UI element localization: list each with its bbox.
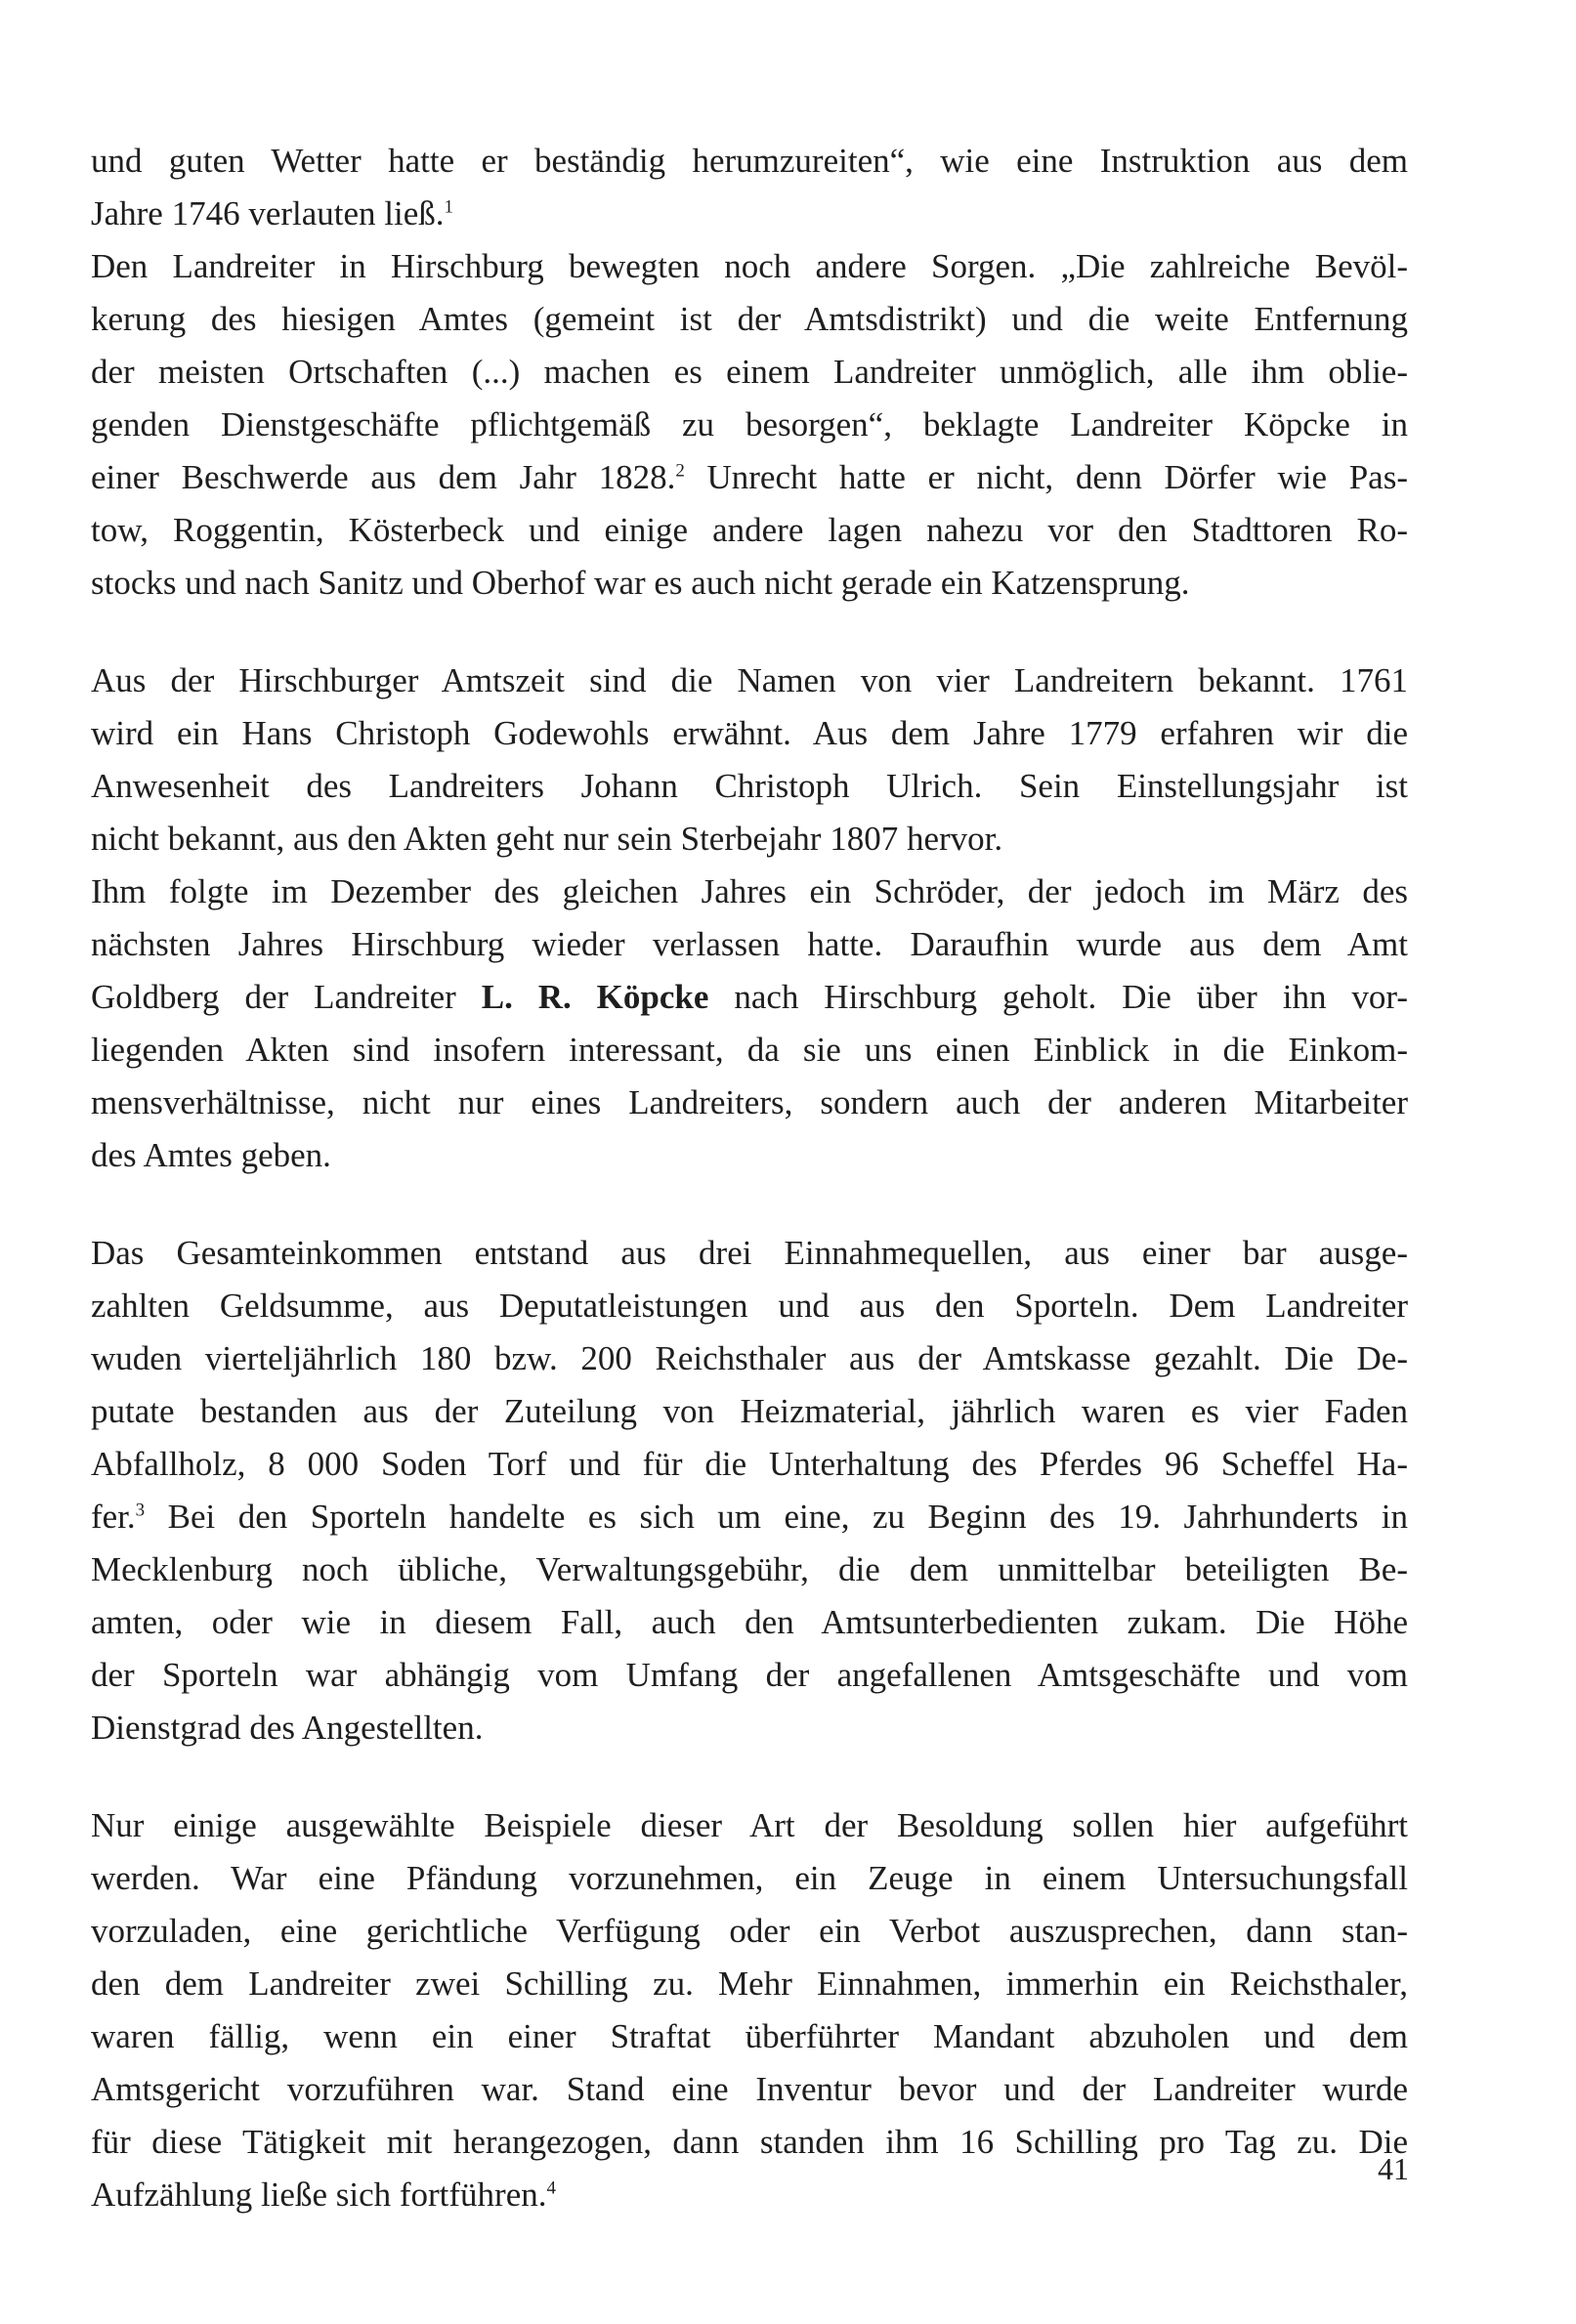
text-run: Aufzählung ließe sich fortführen. xyxy=(91,2176,547,2214)
text-line xyxy=(91,188,1408,240)
text-line xyxy=(91,1649,1408,1702)
bold-name: L. R. Köpcke xyxy=(481,978,709,1016)
text-run: Den Landreiter in Hirschburg bewegten noch andere Sorgen. „Die zahlreiche Bevöl- xyxy=(91,247,1408,285)
text-line xyxy=(91,1438,1408,1491)
text-run: liegenden Akten sind insofern interessant, da sie uns einen Einblick in die Einkom- xyxy=(91,1031,1408,1069)
text-line xyxy=(91,1905,1408,1958)
text-run: Jahre 1746 verlauten ließ. xyxy=(91,194,445,232)
text-line xyxy=(91,1852,1408,1905)
text-run: genden Dienstgeschäfte pflichtgemäß zu besorgen“, beklagte Landreiter Köpcke in xyxy=(91,405,1408,444)
text-line xyxy=(91,399,1408,451)
text-line xyxy=(91,1596,1408,1649)
text-line xyxy=(91,1702,1408,1754)
text-run: Bei den Sporteln handelte es sich um eine, zu Beginn des 19. Jahrhunderts in xyxy=(145,1498,1408,1536)
text-line xyxy=(91,135,1408,188)
text-line xyxy=(91,813,1408,866)
text-line xyxy=(91,655,1408,707)
text-run: zahlten Geldsumme, aus Deputatleistungen und aus den Sporteln. Dem Landreiter xyxy=(91,1287,1408,1325)
text-line xyxy=(91,1491,1408,1543)
footnote-marker: 2 xyxy=(675,460,685,482)
paragraph-gap xyxy=(91,1182,1408,1227)
text-line xyxy=(91,918,1408,971)
text-run: und guten Wetter hatte er beständig herumzureiten“, wie eine Instruktion aus dem xyxy=(91,142,1408,180)
text-line xyxy=(91,2010,1408,2063)
text-run: Ihm folgte im Dezember des gleichen Jahres ein Schröder, der jedoch im März des xyxy=(91,872,1408,910)
text-line xyxy=(91,504,1408,557)
text-run: mensverhältnisse, nicht nur eines Landreiters, sondern auch der anderen Mitarbeiter xyxy=(91,1083,1408,1121)
text-run: werden. War eine Pfändung vorzunehmen, ein Zeuge in einem Untersuchungsfall xyxy=(91,1859,1408,1897)
paragraph xyxy=(91,135,1408,240)
text-line xyxy=(91,1332,1408,1385)
text-run: fer. xyxy=(91,1498,136,1536)
text-line xyxy=(91,1024,1408,1077)
text-line xyxy=(91,1799,1408,1852)
text-run: Abfallholz, 8 000 Soden Torf und für die Unterhaltung des Pferdes 96 Scheffel Ha- xyxy=(91,1445,1408,1483)
body-text xyxy=(91,135,1408,2221)
text-run: nach Hirschburg geholt. Die über ihn vor- xyxy=(708,978,1408,1016)
text-line xyxy=(91,971,1408,1024)
text-run: nächsten Jahres Hirschburg wieder verlassen hatte. Daraufhin wurde aus dem Amt xyxy=(91,925,1408,963)
text-run: Mecklenburg noch übliche, Verwaltungsgebühr, die dem unmittelbar beteiligten Be- xyxy=(91,1550,1408,1588)
text-run: Goldberg der Landreiter xyxy=(91,978,482,1016)
text-line xyxy=(91,1129,1408,1182)
paragraph xyxy=(91,240,1408,610)
text-line xyxy=(91,2169,1408,2221)
paragraph xyxy=(91,655,1408,866)
text-line xyxy=(91,557,1408,610)
text-run: vorzuladen, eine gerichtliche Verfügung oder ein Verbot auszusprechen, dann stan- xyxy=(91,1912,1408,1950)
text-run: tow, Roggentin, Kösterbeck und einige andere lagen nahezu vor den Stadttoren Ro- xyxy=(91,511,1408,549)
text-line xyxy=(91,1958,1408,2010)
text-line xyxy=(91,2063,1408,2116)
footnote-marker: 3 xyxy=(135,1500,146,1521)
text-run: amten, oder wie in diesem Fall, auch den Amtsunterbedienten zukam. Die Höhe xyxy=(91,1603,1408,1641)
text-run: wird ein Hans Christoph Godewohls erwähnt. Aus dem Jahre 1779 erfahren wir die xyxy=(91,714,1408,752)
text-run: waren fällig, wenn ein einer Straftat überführter Mandant abzuholen und dem xyxy=(91,2017,1408,2055)
text-line xyxy=(91,760,1408,813)
text-line xyxy=(91,1385,1408,1438)
text-run: für diese Tätigkeit mit herangezogen, dann standen ihm 16 Schilling pro Tag zu. Die xyxy=(91,2123,1408,2161)
text-line xyxy=(91,346,1408,399)
text-run: der Sporteln war abhängig vom Umfang der angefallenen Amtsgeschäfte und vom xyxy=(91,1656,1408,1694)
text-run: Amtsgericht vorzuführen war. Stand eine Inventur bevor und der Landreiter wurde xyxy=(91,2070,1408,2108)
paragraph xyxy=(91,1799,1408,2221)
text-run: wuden vierteljährlich 180 bzw. 200 Reichsthaler aus der Amtskasse gezahlt. Die De- xyxy=(91,1339,1408,1377)
paragraph-gap xyxy=(91,610,1408,655)
text-run: Dienstgrad des Angestellten. xyxy=(91,1709,484,1747)
text-run: Unrecht hatte er nicht, denn Dörfer wie Pas- xyxy=(684,458,1408,496)
paragraph xyxy=(91,866,1408,1182)
text-line xyxy=(91,2116,1408,2169)
text-line xyxy=(91,240,1408,293)
footnote-marker: 4 xyxy=(546,2177,557,2199)
text-run: der meisten Ortschaften (...) machen es einem Landreiter unmöglich, alle ihm oblie- xyxy=(91,353,1408,391)
text-run: Anwesenheit des Landreiters Johann Christoph Ulrich. Sein Einstellungsjahr ist xyxy=(91,767,1408,805)
text-line xyxy=(91,866,1408,918)
text-line xyxy=(91,707,1408,760)
paragraph-gap xyxy=(91,1754,1408,1799)
text-line xyxy=(91,1227,1408,1280)
text-run: kerung des hiesigen Amtes (gemeint ist der Amtsdistrikt) und die weite Entfernung xyxy=(91,300,1408,338)
text-line xyxy=(91,1543,1408,1596)
text-run: stocks und nach Sanitz und Oberhof war es auch nicht gerade ein Katzensprung. xyxy=(91,564,1190,602)
paragraph xyxy=(91,1227,1408,1754)
text-run: putate bestanden aus der Zuteilung von Heizmaterial, jährlich waren es vier Faden xyxy=(91,1392,1408,1430)
page-number: 41 xyxy=(1378,2151,1409,2186)
text-line xyxy=(91,293,1408,346)
text-run: Aus der Hirschburger Amtszeit sind die Namen von vier Landreitern bekannt. 1761 xyxy=(91,661,1408,699)
footnote-marker: 1 xyxy=(444,196,454,218)
text-line xyxy=(91,451,1408,504)
text-run: Nur einige ausgewählte Beispiele dieser Art der Besoldung sollen hier aufgeführt xyxy=(91,1806,1408,1844)
text-run: nicht bekannt, aus den Akten geht nur sein Sterbejahr 1807 hervor. xyxy=(91,820,1003,858)
text-run: des Amtes geben. xyxy=(91,1136,331,1174)
text-run: einer Beschwerde aus dem Jahr 1828. xyxy=(91,458,676,496)
text-line xyxy=(91,1077,1408,1129)
text-line xyxy=(91,1280,1408,1332)
text-run: Das Gesamteinkommen entstand aus drei Einnahmequellen, aus einer bar ausge- xyxy=(91,1234,1408,1272)
text-run: den dem Landreiter zwei Schilling zu. Mehr Einnahmen, immerhin ein Reichsthaler, xyxy=(91,1965,1408,2003)
